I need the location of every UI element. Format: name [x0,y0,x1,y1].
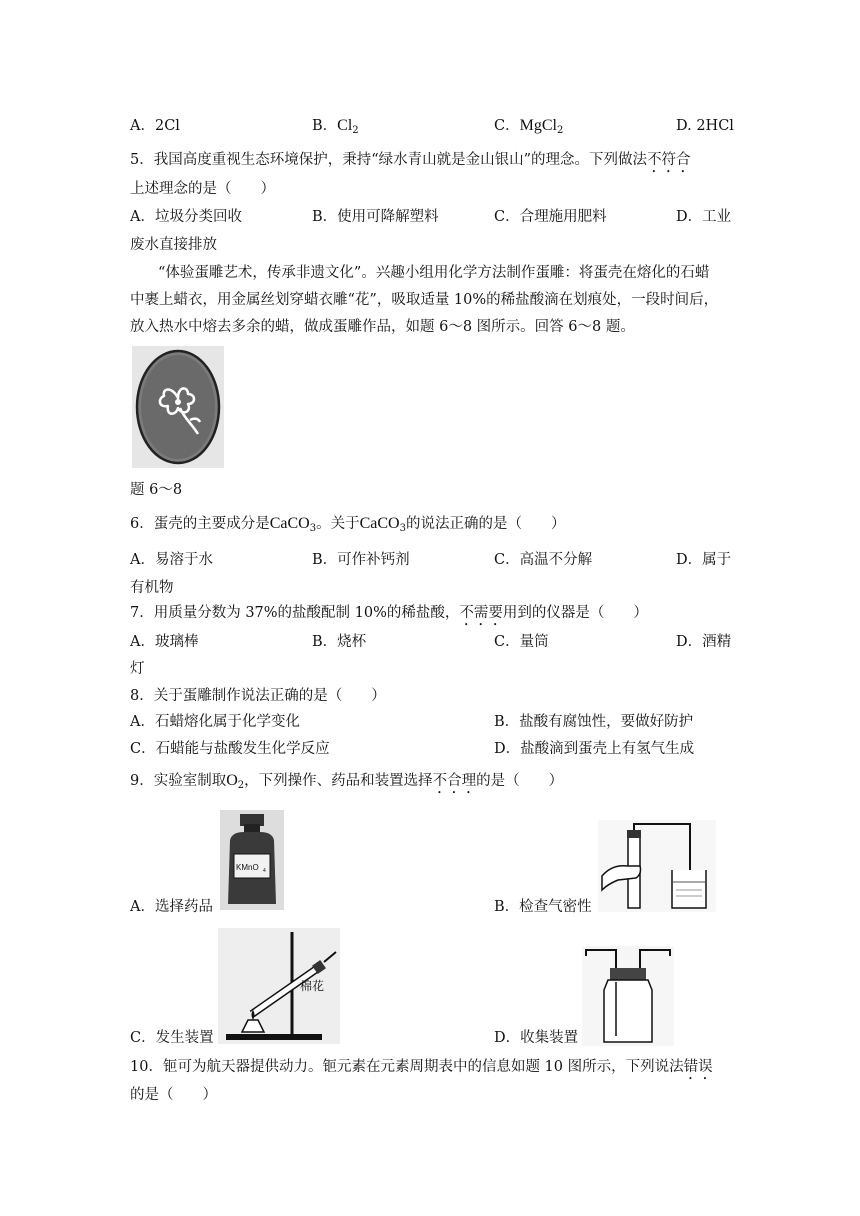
bottle-label-subscript: 4 [263,868,266,874]
q4-option-c: C．MgCl$_2$ [494,117,564,136]
reagent-bottle-figure [220,810,284,910]
q7-option-b: B．烧杯 [312,634,367,650]
q5-stem: 5．我国高度重视生态环境保护，秉持“绿水青山就是金山银山”的理念。下列做法不符合 [130,152,691,168]
q9-option-b: B．检查气密性 [494,899,592,915]
q4-option-d: D. 2HCl [676,118,734,134]
q6-option-c: C．高温不分解 [494,552,593,568]
q9-stem: 9．实验室制取$O_2$，下列操作、药品和装置选择不合理的是（ ） [130,772,564,791]
q5-option-c: C．合理施用肥料 [494,209,607,225]
q4-option-b: B．$Cl_2$ [312,117,359,136]
q6-stem: 6．蛋壳的主要成分是CaCO$_3$。关于CaCO$_3$的说法正确的是（ ） [130,515,566,534]
q7-option-a: A．玻璃棒 [130,634,199,650]
egg-carving-figure [132,346,224,468]
figure-caption: 题 6～8 [130,482,183,498]
q9-option-d: D．收集装置 [494,1030,579,1046]
q5-emphasis: 不符合 [647,152,691,168]
q7-stem: 7．用质量分数为 37%的盐酸配制 10%的稀盐酸，不需要用到的仪器是（ ） [130,605,648,621]
q6-option-d: D．属于 [676,552,732,568]
q7-option-d: D．酒精 [676,634,732,650]
q5-option-b: B．使用可降解塑料 [312,209,439,225]
q10-stem-line2: 的是（ ） [130,1087,217,1103]
bottle-label: KMnO [236,863,259,872]
q5-option-d-continued: 废水直接排放 [130,237,217,253]
q8-option-a: A．石蜡熔化属于化学变化 [130,714,300,730]
q8-option-d: D．盐酸滴到蛋壳上有氢气生成 [494,741,695,757]
cotton-label: 棉花 [300,979,325,993]
q10-emphasis: 错误 [683,1059,713,1075]
collection-bottle-figure [582,946,674,1046]
q10-stem: 10．钷可为航天器提供动力。钷元素在元素周期表中的信息如题 10 图所示，下列说法错误 [130,1059,713,1075]
q4-option-a: A．2Cl [130,118,180,134]
q6-option-d-continued: 有机物 [130,580,174,596]
q9-emphasis: 不合理 [432,773,477,789]
q7-option-d-continued: 灯 [130,661,145,677]
q6-option-a: A．易溶于水 [130,552,213,568]
generating-apparatus-figure [218,928,340,1044]
q7-option-c: C．量筒 [494,634,549,650]
q8-stem: 8．关于蛋雕制作说法正确的是（ ） [130,688,386,704]
q5-option-a: A．垃圾分类回收 [130,209,242,225]
q8-option-b: B．盐酸有腐蚀性，要做好防护 [494,714,694,730]
q8-option-c: C．石蜡能与盐酸发生化学反应 [130,741,330,757]
passage-line-3: 放入热水中熔去多余的蜡，做成蛋雕作品，如题 6～8 图所示。回答 6～8 题。 [130,319,635,335]
passage-line-1: “体验蛋雕艺术，传承非遗文化”。兴趣小组用化学方法制作蛋雕：将蛋壳在熔化的石蜡 [158,265,710,281]
q9-option-a: A．选择药品 [130,899,213,915]
q5-stem-line2: 上述理念的是（ ） [130,181,275,197]
passage-line-2: 中裹上蜡衣，用金属丝划穿蜡衣雕“花”，吸取适量 10%的稀盐酸滴在划痕处，一段时间后， [130,292,719,308]
q9-option-c: C．发生装置 [130,1030,214,1046]
airtightness-check-figure [598,820,716,912]
q7-emphasis: 不需要 [459,605,503,621]
q6-option-b: B．可作补钙剂 [312,552,410,568]
q5-option-d: D．工业 [676,209,732,225]
